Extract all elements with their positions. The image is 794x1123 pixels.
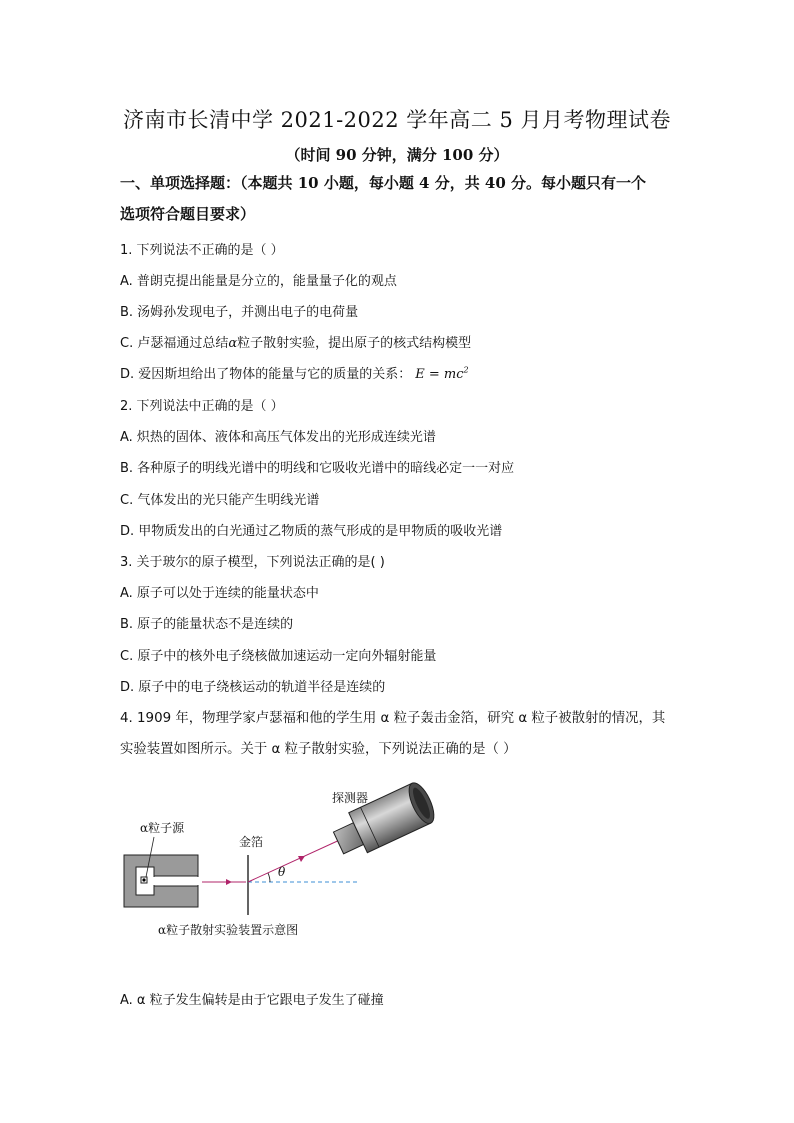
exam-title: 济南市长清中学 2021-2022 学年高二 5 月月考物理试卷 bbox=[122, 108, 672, 132]
q3-option-d: D. 原子中的电子绕核运动的轨道半径是连续的 bbox=[120, 680, 386, 695]
alpha-source-box bbox=[124, 855, 200, 907]
section-heading bbox=[120, 168, 680, 230]
q3-option-b: B. 原子的能量状态不是连续的 bbox=[120, 617, 294, 632]
scattering-apparatus-figure bbox=[118, 775, 448, 945]
q3-option-c: C. 原子中的核外电子绕核做加速运动一定向外辐射能量 bbox=[120, 649, 437, 664]
q1-option-d bbox=[120, 363, 469, 382]
q3-option-a: A. 原子可以处于连续的能量状态中 bbox=[120, 586, 319, 601]
q1-option-a: A. 普朗克提出能量是分立的，能量量子化的观点 bbox=[120, 274, 397, 289]
q1-option-c bbox=[120, 332, 471, 351]
figure-caption: α粒子散射实验装置示意图 bbox=[158, 923, 299, 937]
q1-option-b: B. 汤姆孙发现电子，并测出电子的电荷量 bbox=[120, 305, 359, 320]
q1-option-c-prefix: C. 卢瑟福通过总结 bbox=[120, 336, 229, 351]
q2-stem: 2. 下列说法中正确的是（ ） bbox=[120, 399, 284, 414]
q4-option-a: A. α 粒子发生偏转是由于它跟电子发生了碰撞 bbox=[120, 993, 384, 1008]
detector-label: 探测器 bbox=[332, 791, 369, 805]
gold-foil-label: 金箔 bbox=[239, 835, 264, 849]
q2-option-a: A. 炽热的固体、液体和高压气体发出的光形成连续光谱 bbox=[120, 430, 436, 445]
q3-stem: 3. 关于玻尔的原子模型，下列说法正确的是( ) bbox=[120, 555, 385, 570]
section-heading-line1: 一、单项选择题：（本题共 10 小题，每小题 4 分，共 40 分。每小题只有一个 bbox=[120, 174, 647, 192]
equation-exponent: 2 bbox=[463, 365, 469, 375]
angle-theta-label: θ bbox=[278, 865, 286, 879]
alpha-source-label: α粒子源 bbox=[140, 821, 185, 835]
angle-arc bbox=[268, 873, 270, 882]
q4-stem-line2: 实验装置如图所示。关于 α 粒子散射实验，下列说法正确的是（ ） bbox=[120, 742, 517, 757]
q2-option-c: C. 气体发出的光只能产生明线光谱 bbox=[120, 493, 320, 508]
q1-option-c-suffix: 粒子散射实验，提出原子的核式结构模型 bbox=[237, 336, 472, 351]
alpha-symbol: α bbox=[228, 336, 238, 351]
q4-stem-line1: 4. 1909 年，物理学家卢瑟福和他的学生用 α 粒子轰击金箔，研究 α 粒子被散射的情况，其 bbox=[120, 711, 666, 726]
exam-subtitle: （时间 90 分钟，满分 100 分） bbox=[285, 146, 509, 164]
incident-beam bbox=[202, 879, 246, 885]
q2-option-d: D. 甲物质发出的白光通过乙物质的蒸气形成的是甲物质的吸收光谱 bbox=[120, 524, 503, 539]
section-heading-line2: 选项符合题目要求） bbox=[120, 205, 256, 223]
apparatus-diagram bbox=[118, 775, 448, 945]
q1-stem: 1. 下列说法不正确的是（ ） bbox=[120, 243, 284, 258]
equation-body: E = mc bbox=[415, 367, 464, 382]
mass-energy-equation bbox=[415, 367, 468, 382]
q1-option-d-text: D. 爱因斯坦给出了物体的能量与它的质量的关系： bbox=[120, 367, 412, 382]
q2-option-b: B. 各种原子的明线光谱中的明线和它吸收光谱中的暗线必定一一对应 bbox=[120, 461, 515, 476]
